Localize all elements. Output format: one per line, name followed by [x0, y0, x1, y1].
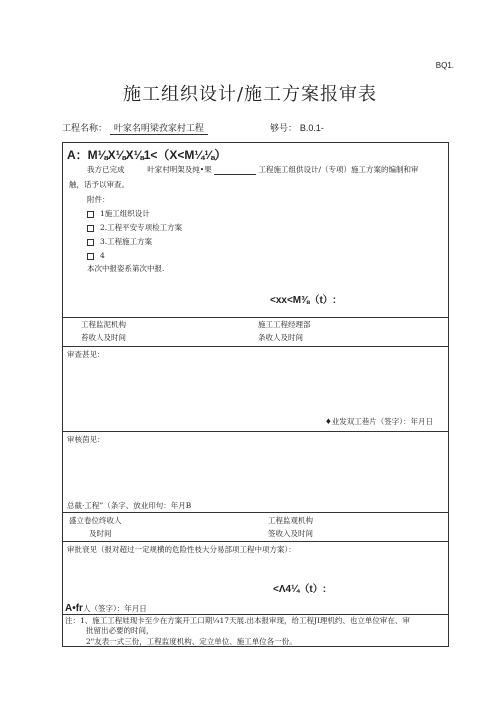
checkbox[interactable] — [87, 239, 94, 246]
divider — [63, 346, 448, 347]
divider — [63, 317, 448, 318]
page-title: 施工组织设计/施工方案报审表 — [122, 84, 378, 105]
submission-line-1-prefix: 我方已完成 — [87, 165, 125, 174]
approval-signature-line — [65, 604, 147, 614]
project-name-row — [62, 121, 208, 134]
project-name-value: 叶家名明梁孜家村工程 — [110, 124, 208, 135]
review-opinion-label: 审查甚见： — [67, 350, 105, 359]
note-line-1: 注：1、施工工程娃现卡至少在方案开工口期¼17天展.出本报审现，给工程JI理机约、也立单位审在、审 — [65, 616, 410, 625]
submission-line-2: 触，话予以审查。 — [69, 180, 129, 189]
submission-line-1 — [87, 165, 419, 175]
divider — [63, 512, 448, 513]
attachment-item: 4 — [87, 251, 105, 261]
note-line-2: 批留出必要的时间， — [86, 626, 154, 635]
supervisor-recv-time: 签收入及时间 — [268, 529, 313, 538]
approval-signature-garble: A•fr — [65, 603, 83, 614]
approval-form — [62, 142, 449, 647]
submission-line-1-suffix: 工程施工组供设计/（专项）施工方案的编制和审 — [258, 165, 419, 174]
attachments-label: 附件： — [87, 195, 110, 204]
supervisor-recv-label: 工程监观机构 — [268, 516, 313, 525]
attachment-item: 2.工程平安专项检工方案 — [87, 223, 182, 233]
attachment-item: 3.工程施工方案 — [87, 237, 152, 247]
form-code: BQ1. — [435, 61, 454, 70]
divider — [63, 614, 448, 615]
recv-contractor-label: 施工工程经理部 — [258, 320, 311, 329]
owner-seal-line: <Λ4¼（t）: — [273, 584, 327, 595]
serial-number-label: 够号： — [270, 124, 298, 134]
recv-contractor-time: 条收人及时间 — [258, 333, 303, 342]
serial-number-value: B.0.1- — [299, 123, 324, 133]
fill-underline — [214, 165, 256, 175]
recv-supervisor-time: 苔收人及时间 — [81, 333, 126, 342]
verify-opinion-label: 审核茵见： — [67, 435, 105, 444]
note-line-3: 2"友表一式三份，工程监度机构、定立单位、施工单位各一份。 — [86, 637, 297, 646]
submission-project-filled: 叶家村明架及纯•果 — [147, 165, 212, 174]
review-signature-line: ♦业发双工巷片（签字）：年月日 — [325, 417, 433, 426]
project-name-label: 工程名称： — [62, 124, 108, 134]
approval-opinion-label: 审批衰见（报对超过一定规横的危险性枝大分易部项工程中项方案）： — [67, 545, 296, 554]
verify-signature-line: 总截·工程”（条字、放业印句：年月B — [67, 501, 192, 510]
owner-recv-time: 及时间 — [89, 529, 112, 538]
owner-recv-label: 盛立卷位终收人 — [69, 516, 122, 525]
recv-supervisor-label: 工程监泥机构 — [81, 320, 126, 329]
checkbox[interactable] — [87, 211, 94, 218]
approval-signature-rest: 人（签字）：年月日 — [82, 604, 147, 613]
serial-number-row — [270, 121, 324, 134]
divider — [63, 541, 448, 542]
submission-count-note: 本次中报姿系第次中报. — [87, 264, 165, 273]
contractor-seal-line: <xx<M⅜（t）: — [270, 295, 337, 306]
attachment-item: 1施工组织设计 — [87, 209, 150, 219]
checkbox[interactable] — [87, 253, 94, 260]
section-a-heading: A：M⅛X⅛X⅛1<（X<M¼⅛） — [67, 148, 227, 162]
divider — [63, 431, 448, 432]
checkbox[interactable] — [87, 225, 94, 232]
